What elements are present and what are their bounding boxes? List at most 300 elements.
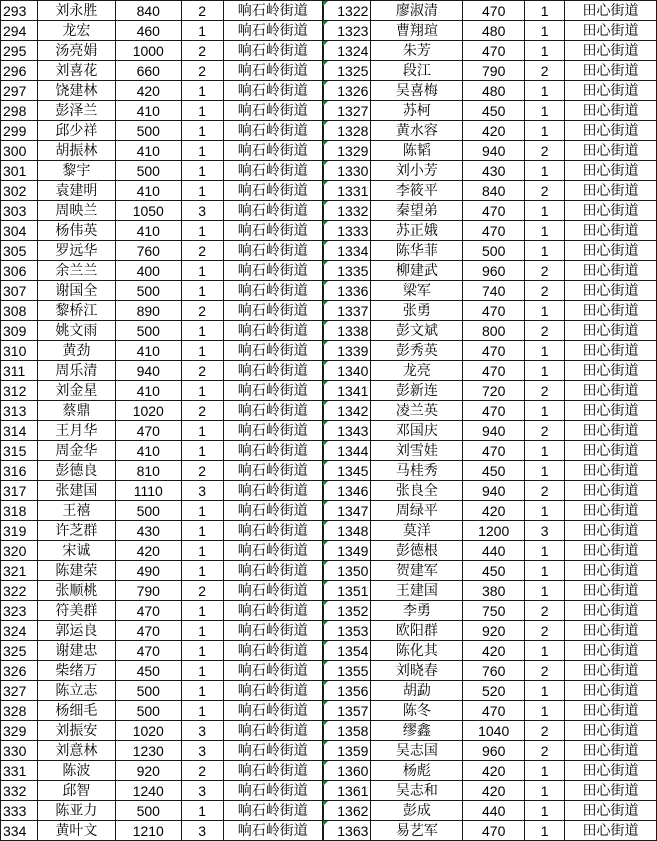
cell-record-number[interactable]: 312 [1,381,38,401]
cell-street-2[interactable]: 田心街道 [565,361,657,381]
cell-name[interactable]: 陈波 [37,761,115,781]
cell-record-number-2[interactable]: 1343 [323,421,371,441]
cell-count[interactable]: 3 [181,721,223,741]
cell-name-2[interactable]: 苏正娥 [371,221,463,241]
cell-count[interactable]: 1 [181,161,223,181]
cell-street-2[interactable]: 田心街道 [565,81,657,101]
cell-name[interactable]: 龙宏 [37,21,115,41]
cell-amount-2[interactable]: 720 [463,381,525,401]
cell-street[interactable]: 响石岭街道 [223,501,323,521]
cell-street[interactable]: 响石岭街道 [223,21,323,41]
cell-count-2[interactable]: 1 [525,781,565,801]
cell-street[interactable]: 响石岭街道 [223,41,323,61]
cell-street[interactable]: 响石岭街道 [223,461,323,481]
cell-amount[interactable]: 1050 [115,201,181,221]
cell-count-2[interactable]: 2 [525,181,565,201]
cell-count-2[interactable]: 1 [525,241,565,261]
cell-amount[interactable]: 500 [115,161,181,181]
cell-street-2[interactable]: 田心街道 [565,1,657,21]
cell-record-number-2[interactable]: 1352 [323,601,371,621]
cell-name[interactable]: 蔡鼎 [37,401,115,421]
cell-amount[interactable]: 470 [115,421,181,441]
cell-name[interactable]: 陈亚力 [37,801,115,821]
cell-street-2[interactable]: 田心街道 [565,681,657,701]
cell-count[interactable]: 1 [181,801,223,821]
cell-count-2[interactable]: 1 [525,581,565,601]
cell-street-2[interactable]: 田心街道 [565,21,657,41]
cell-amount-2[interactable]: 470 [463,401,525,421]
cell-amount-2[interactable]: 470 [463,301,525,321]
cell-name[interactable]: 余兰兰 [37,261,115,281]
cell-street-2[interactable]: 田心街道 [565,281,657,301]
cell-name[interactable]: 陈立志 [37,681,115,701]
cell-count-2[interactable]: 1 [525,301,565,321]
cell-amount[interactable]: 410 [115,441,181,461]
cell-record-number-2[interactable]: 1354 [323,641,371,661]
cell-name[interactable]: 许芝群 [37,521,115,541]
cell-record-number-2[interactable]: 1361 [323,781,371,801]
cell-count[interactable]: 1 [181,321,223,341]
cell-amount[interactable]: 490 [115,561,181,581]
cell-record-number-2[interactable]: 1342 [323,401,371,421]
cell-street-2[interactable]: 田心街道 [565,261,657,281]
cell-record-number[interactable]: 325 [1,641,38,661]
cell-record-number-2[interactable]: 1329 [323,141,371,161]
cell-street[interactable]: 响石岭街道 [223,781,323,801]
cell-name[interactable]: 柴绪万 [37,661,115,681]
cell-name[interactable]: 彭德良 [37,461,115,481]
cell-amount[interactable]: 500 [115,701,181,721]
cell-count[interactable]: 3 [181,781,223,801]
cell-amount-2[interactable]: 420 [463,761,525,781]
cell-count[interactable]: 2 [181,241,223,261]
cell-street[interactable]: 响石岭街道 [223,681,323,701]
cell-amount-2[interactable]: 470 [463,341,525,361]
cell-record-number[interactable]: 294 [1,21,38,41]
cell-amount[interactable]: 410 [115,181,181,201]
cell-record-number-2[interactable]: 1358 [323,721,371,741]
cell-record-number-2[interactable]: 1355 [323,661,371,681]
cell-count[interactable]: 1 [181,121,223,141]
cell-name-2[interactable]: 吴喜梅 [371,81,463,101]
cell-name-2[interactable]: 吴志和 [371,781,463,801]
cell-amount[interactable]: 410 [115,381,181,401]
cell-amount-2[interactable]: 500 [463,241,525,261]
cell-amount[interactable]: 660 [115,61,181,81]
cell-count[interactable]: 1 [181,101,223,121]
cell-amount-2[interactable]: 1200 [463,521,525,541]
cell-record-number-2[interactable]: 1353 [323,621,371,641]
cell-count-2[interactable]: 1 [525,761,565,781]
cell-name-2[interactable]: 段江 [371,61,463,81]
cell-street-2[interactable]: 田心街道 [565,481,657,501]
cell-amount-2[interactable]: 740 [463,281,525,301]
cell-name[interactable]: 陈建荣 [37,561,115,581]
cell-count[interactable]: 1 [181,281,223,301]
cell-record-number[interactable]: 308 [1,301,38,321]
cell-count-2[interactable]: 2 [525,261,565,281]
cell-amount[interactable]: 500 [115,121,181,141]
cell-record-number[interactable]: 309 [1,321,38,341]
cell-name-2[interactable]: 王建国 [371,581,463,601]
cell-count[interactable]: 1 [181,541,223,561]
cell-record-number[interactable]: 310 [1,341,38,361]
cell-count-2[interactable]: 1 [525,821,565,841]
cell-record-number[interactable]: 328 [1,701,38,721]
cell-record-number[interactable]: 304 [1,221,38,241]
cell-amount-2[interactable]: 760 [463,661,525,681]
cell-amount-2[interactable]: 1040 [463,721,525,741]
cell-amount[interactable]: 470 [115,621,181,641]
cell-amount-2[interactable]: 470 [463,701,525,721]
cell-record-number[interactable]: 297 [1,81,38,101]
cell-name[interactable]: 姚文雨 [37,321,115,341]
cell-amount[interactable]: 1230 [115,741,181,761]
cell-amount-2[interactable]: 470 [463,1,525,21]
cell-amount[interactable]: 1020 [115,721,181,741]
cell-count-2[interactable]: 1 [525,501,565,521]
cell-street-2[interactable]: 田心街道 [565,801,657,821]
cell-street[interactable]: 响石岭街道 [223,561,323,581]
cell-count[interactable]: 1 [181,261,223,281]
cell-record-number[interactable]: 324 [1,621,38,641]
cell-name-2[interactable]: 陈化其 [371,641,463,661]
cell-amount[interactable]: 410 [115,221,181,241]
cell-record-number-2[interactable]: 1346 [323,481,371,501]
cell-name-2[interactable]: 彭新连 [371,381,463,401]
cell-count-2[interactable]: 1 [525,441,565,461]
cell-count-2[interactable]: 2 [525,601,565,621]
cell-count-2[interactable]: 1 [525,81,565,101]
cell-record-number[interactable]: 318 [1,501,38,521]
cell-count-2[interactable]: 2 [525,661,565,681]
cell-street[interactable]: 响石岭街道 [223,121,323,141]
cell-count[interactable]: 1 [181,441,223,461]
cell-name-2[interactable]: 苏柯 [371,101,463,121]
cell-amount[interactable]: 1240 [115,781,181,801]
cell-name[interactable]: 刘意林 [37,741,115,761]
cell-amount[interactable]: 450 [115,661,181,681]
cell-name-2[interactable]: 朱芳 [371,41,463,61]
cell-record-number[interactable]: 306 [1,261,38,281]
cell-count-2[interactable]: 1 [525,21,565,41]
cell-amount[interactable]: 790 [115,581,181,601]
cell-record-number[interactable]: 311 [1,361,38,381]
cell-count[interactable]: 1 [181,341,223,361]
cell-record-number-2[interactable]: 1327 [323,101,371,121]
cell-street-2[interactable]: 田心街道 [565,241,657,261]
cell-street-2[interactable]: 田心街道 [565,61,657,81]
cell-name-2[interactable]: 刘小芳 [371,161,463,181]
cell-record-number[interactable]: 298 [1,101,38,121]
cell-amount[interactable]: 1110 [115,481,181,501]
cell-record-number[interactable]: 332 [1,781,38,801]
cell-street-2[interactable]: 田心街道 [565,781,657,801]
cell-name[interactable]: 饶建林 [37,81,115,101]
cell-record-number-2[interactable]: 1322 [323,1,371,21]
cell-street-2[interactable]: 田心街道 [565,401,657,421]
cell-street[interactable]: 响石岭街道 [223,181,323,201]
cell-amount-2[interactable]: 520 [463,681,525,701]
cell-record-number[interactable]: 300 [1,141,38,161]
cell-count-2[interactable]: 1 [525,801,565,821]
cell-amount[interactable]: 890 [115,301,181,321]
cell-count-2[interactable]: 2 [525,141,565,161]
cell-amount-2[interactable]: 470 [463,441,525,461]
cell-name-2[interactable]: 邓国庆 [371,421,463,441]
cell-name-2[interactable]: 欧阳群 [371,621,463,641]
cell-name[interactable]: 周乐清 [37,361,115,381]
cell-amount-2[interactable]: 440 [463,541,525,561]
cell-street[interactable]: 响石岭街道 [223,441,323,461]
cell-amount-2[interactable]: 450 [463,101,525,121]
cell-street[interactable]: 响石岭街道 [223,621,323,641]
cell-name-2[interactable]: 李勇 [371,601,463,621]
cell-amount[interactable]: 840 [115,1,181,21]
cell-record-number[interactable]: 319 [1,521,38,541]
cell-amount[interactable]: 400 [115,261,181,281]
cell-record-number-2[interactable]: 1338 [323,321,371,341]
cell-amount-2[interactable]: 450 [463,461,525,481]
cell-name[interactable]: 王月华 [37,421,115,441]
cell-record-number-2[interactable]: 1363 [323,821,371,841]
cell-amount-2[interactable]: 380 [463,581,525,601]
cell-amount[interactable]: 1020 [115,401,181,421]
cell-count[interactable]: 3 [181,821,223,841]
cell-record-number[interactable]: 331 [1,761,38,781]
cell-amount[interactable]: 410 [115,141,181,161]
cell-count-2[interactable]: 2 [525,721,565,741]
cell-record-number[interactable]: 333 [1,801,38,821]
cell-street-2[interactable]: 田心街道 [565,121,657,141]
cell-street[interactable]: 响石岭街道 [223,721,323,741]
cell-count[interactable]: 2 [181,401,223,421]
cell-street[interactable]: 响石岭街道 [223,821,323,841]
cell-count-2[interactable]: 2 [525,421,565,441]
cell-street-2[interactable]: 田心街道 [565,181,657,201]
cell-name[interactable]: 黄劲 [37,341,115,361]
cell-count[interactable]: 2 [181,461,223,481]
cell-amount-2[interactable]: 480 [463,81,525,101]
cell-street-2[interactable]: 田心街道 [565,421,657,441]
cell-amount-2[interactable]: 480 [463,21,525,41]
cell-name[interactable]: 谢国全 [37,281,115,301]
cell-street[interactable]: 响石岭街道 [223,421,323,441]
cell-street[interactable]: 响石岭街道 [223,521,323,541]
cell-street[interactable]: 响石岭街道 [223,221,323,241]
cell-street-2[interactable]: 田心街道 [565,761,657,781]
cell-amount[interactable]: 420 [115,541,181,561]
cell-count[interactable]: 1 [181,681,223,701]
cell-amount-2[interactable]: 790 [463,61,525,81]
cell-name[interactable]: 汤亮娟 [37,41,115,61]
cell-amount-2[interactable]: 750 [463,601,525,621]
cell-record-number[interactable]: 317 [1,481,38,501]
cell-count[interactable]: 2 [181,361,223,381]
cell-count-2[interactable]: 2 [525,481,565,501]
cell-record-number-2[interactable]: 1324 [323,41,371,61]
cell-record-number-2[interactable]: 1323 [323,21,371,41]
cell-street[interactable]: 响石岭街道 [223,541,323,561]
cell-amount-2[interactable]: 430 [463,161,525,181]
cell-count[interactable]: 2 [181,41,223,61]
cell-street-2[interactable]: 田心街道 [565,101,657,121]
cell-name[interactable]: 邱智 [37,781,115,801]
cell-street-2[interactable]: 田心街道 [565,501,657,521]
cell-record-number-2[interactable]: 1348 [323,521,371,541]
cell-record-number-2[interactable]: 1325 [323,61,371,81]
cell-street-2[interactable]: 田心街道 [565,561,657,581]
cell-amount[interactable]: 500 [115,501,181,521]
cell-street[interactable]: 响石岭街道 [223,801,323,821]
cell-record-number[interactable]: 327 [1,681,38,701]
cell-street[interactable]: 响石岭街道 [223,701,323,721]
cell-name[interactable]: 张顺桃 [37,581,115,601]
cell-amount[interactable]: 500 [115,281,181,301]
cell-street[interactable]: 响石岭街道 [223,741,323,761]
cell-street[interactable]: 响石岭街道 [223,241,323,261]
cell-record-number[interactable]: 302 [1,181,38,201]
cell-count[interactable]: 2 [181,1,223,21]
cell-amount[interactable]: 430 [115,521,181,541]
cell-record-number-2[interactable]: 1341 [323,381,371,401]
cell-count[interactable]: 2 [181,581,223,601]
cell-record-number-2[interactable]: 1326 [323,81,371,101]
cell-amount[interactable]: 1000 [115,41,181,61]
cell-name-2[interactable]: 龙亮 [371,361,463,381]
cell-name[interactable]: 王禧 [37,501,115,521]
cell-record-number[interactable]: 334 [1,821,38,841]
cell-record-number-2[interactable]: 1332 [323,201,371,221]
cell-count[interactable]: 1 [181,561,223,581]
cell-count[interactable]: 1 [181,181,223,201]
cell-record-number-2[interactable]: 1328 [323,121,371,141]
cell-name[interactable]: 符美群 [37,601,115,621]
cell-record-number-2[interactable]: 1345 [323,461,371,481]
cell-street-2[interactable]: 田心街道 [565,41,657,61]
cell-name-2[interactable]: 秦望弟 [371,201,463,221]
cell-record-number-2[interactable]: 1337 [323,301,371,321]
cell-amount-2[interactable]: 420 [463,641,525,661]
cell-street[interactable]: 响石岭街道 [223,401,323,421]
cell-amount[interactable]: 470 [115,601,181,621]
cell-count-2[interactable]: 1 [525,701,565,721]
cell-name[interactable]: 黄叶文 [37,821,115,841]
cell-amount[interactable]: 500 [115,321,181,341]
cell-street-2[interactable]: 田心街道 [565,821,657,841]
cell-name-2[interactable]: 廖淑清 [371,1,463,21]
cell-street-2[interactable]: 田心街道 [565,701,657,721]
cell-name[interactable]: 张建国 [37,481,115,501]
cell-count[interactable]: 1 [181,381,223,401]
cell-name[interactable]: 周映兰 [37,201,115,221]
cell-record-number[interactable]: 293 [1,1,38,21]
cell-name-2[interactable]: 刘雪娃 [371,441,463,461]
cell-street-2[interactable]: 田心街道 [565,161,657,181]
cell-name-2[interactable]: 莫洋 [371,521,463,541]
cell-amount[interactable]: 500 [115,681,181,701]
cell-name-2[interactable]: 张勇 [371,301,463,321]
cell-name[interactable]: 彭泽兰 [37,101,115,121]
cell-amount-2[interactable]: 470 [463,361,525,381]
cell-record-number[interactable]: 299 [1,121,38,141]
cell-record-number-2[interactable]: 1350 [323,561,371,581]
cell-name-2[interactable]: 陈韬 [371,141,463,161]
cell-name[interactable]: 胡振林 [37,141,115,161]
cell-street[interactable]: 响石岭街道 [223,601,323,621]
cell-record-number[interactable]: 295 [1,41,38,61]
cell-street-2[interactable]: 田心街道 [565,461,657,481]
cell-record-number-2[interactable]: 1349 [323,541,371,561]
cell-name-2[interactable]: 彭秀英 [371,341,463,361]
cell-name[interactable]: 杨伟英 [37,221,115,241]
cell-name-2[interactable]: 马桂秀 [371,461,463,481]
cell-amount-2[interactable]: 470 [463,821,525,841]
cell-count-2[interactable]: 1 [525,561,565,581]
cell-name[interactable]: 刘永胜 [37,1,115,21]
cell-street-2[interactable]: 田心街道 [565,301,657,321]
cell-name-2[interactable]: 易艺军 [371,821,463,841]
cell-name[interactable]: 郭运良 [37,621,115,641]
cell-count-2[interactable]: 1 [525,461,565,481]
cell-amount-2[interactable]: 470 [463,221,525,241]
cell-record-number[interactable]: 329 [1,721,38,741]
cell-amount-2[interactable]: 420 [463,501,525,521]
cell-name-2[interactable]: 柳建武 [371,261,463,281]
cell-count-2[interactable]: 3 [525,521,565,541]
cell-amount[interactable]: 760 [115,241,181,261]
cell-street-2[interactable]: 田心街道 [565,201,657,221]
cell-count-2[interactable]: 2 [525,281,565,301]
cell-record-number-2[interactable]: 1331 [323,181,371,201]
cell-name-2[interactable]: 贺建军 [371,561,463,581]
cell-name[interactable]: 黎桥江 [37,301,115,321]
cell-street[interactable]: 响石岭街道 [223,641,323,661]
cell-street-2[interactable]: 田心街道 [565,321,657,341]
cell-count[interactable]: 2 [181,61,223,81]
cell-record-number[interactable]: 326 [1,661,38,681]
cell-name-2[interactable]: 黄水容 [371,121,463,141]
cell-record-number-2[interactable]: 1357 [323,701,371,721]
cell-count[interactable]: 1 [181,21,223,41]
cell-street-2[interactable]: 田心街道 [565,141,657,161]
cell-name-2[interactable]: 胡勐 [371,681,463,701]
cell-name[interactable]: 邱少祥 [37,121,115,141]
cell-street[interactable]: 响石岭街道 [223,581,323,601]
cell-record-number-2[interactable]: 1339 [323,341,371,361]
cell-street[interactable]: 响石岭街道 [223,201,323,221]
cell-record-number[interactable]: 321 [1,561,38,581]
cell-amount-2[interactable]: 960 [463,261,525,281]
cell-street[interactable]: 响石岭街道 [223,61,323,81]
cell-street-2[interactable]: 田心街道 [565,621,657,641]
cell-name[interactable]: 周金华 [37,441,115,461]
cell-name-2[interactable]: 凌兰英 [371,401,463,421]
cell-street-2[interactable]: 田心街道 [565,581,657,601]
cell-count-2[interactable]: 1 [525,201,565,221]
cell-count-2[interactable]: 2 [525,61,565,81]
cell-amount-2[interactable]: 800 [463,321,525,341]
cell-amount[interactable]: 410 [115,101,181,121]
cell-street[interactable]: 响石岭街道 [223,1,323,21]
cell-name-2[interactable]: 曹翔瑄 [371,21,463,41]
cell-amount[interactable]: 920 [115,761,181,781]
cell-name[interactable]: 杨细毛 [37,701,115,721]
cell-street[interactable]: 响石岭街道 [223,281,323,301]
cell-count-2[interactable]: 1 [525,401,565,421]
cell-record-number-2[interactable]: 1362 [323,801,371,821]
cell-amount[interactable]: 810 [115,461,181,481]
